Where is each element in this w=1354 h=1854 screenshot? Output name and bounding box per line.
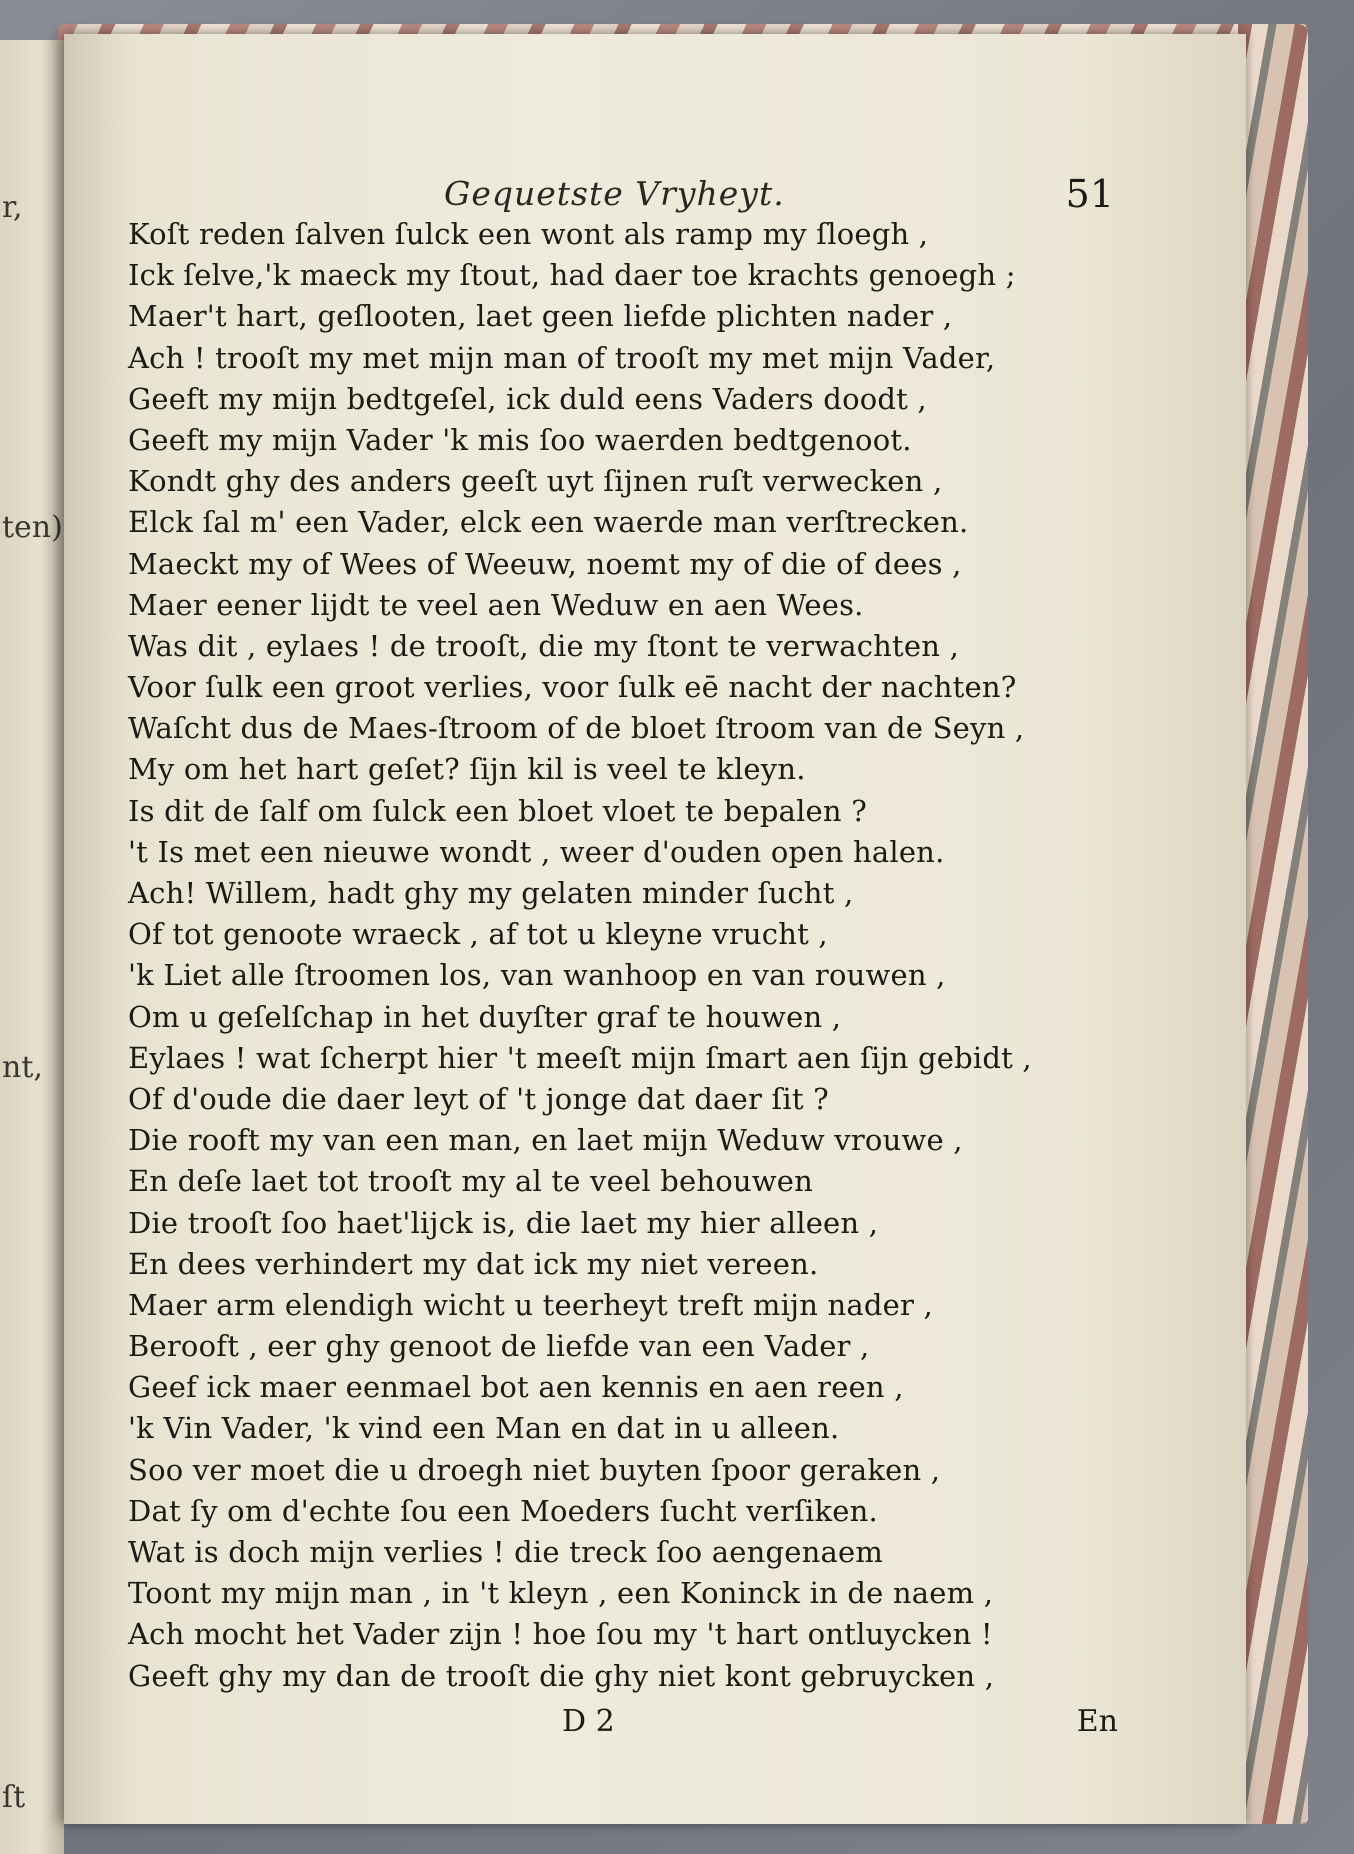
poem-line: Maer't hart, geſlooten, laet geen liefde plichten nader , <box>128 299 953 334</box>
book-page <box>64 34 1246 1824</box>
signature-mark: D 2 <box>562 1704 615 1739</box>
poem-line: Maer eener lijdt te veel aen Weduw en aen Wees. <box>128 587 864 622</box>
poem-line: Ick ſelve,'k maeck my ſtout, had daer toe krachts genoegh ; <box>128 258 1016 293</box>
poem-line: Kondt ghy des anders geeſt uyt ſijnen ruſt verwecken , <box>128 464 943 499</box>
poem-line: Geeft ghy my dan de trooſt die ghy niet kont gebruycken , <box>128 1658 995 1693</box>
poem-line: Die trooſt ſoo haet'lijck is, die laet my hier alleen , <box>128 1205 879 1240</box>
poem-line: Ach ! trooſt my met mijn man of trooſt my met mijn Vader, <box>128 340 996 375</box>
poem-line: Waſcht dus de Maes-ſtroom of de bloet ſtroom van de Seyn , <box>128 711 1025 746</box>
poem-line: Elck ſal m' een Vader, elck een waerde man verſtrecken. <box>128 505 969 540</box>
poem-line: 't Is met een nieuwe wondt , weer d'ouden open halen. <box>128 834 945 869</box>
previous-page-fragment: ten) <box>2 510 63 545</box>
poem-line: Om u geſelſchap in het duyſter graf te houwen , <box>128 999 842 1034</box>
poem-line: Soo ver moet die u droegh niet buyten ſpoor geraken , <box>128 1452 941 1487</box>
poem-line: Geeft my mijn Vader 'k mis ſoo waerden bedtgenoot. <box>128 422 912 457</box>
poem-line: 'k Liet alle ſtroomen los, van wanhoop en van rouwen , <box>128 958 946 993</box>
poem-line: Was dit , eylaes ! de trooſt, die my ſtont te verwachten , <box>128 628 959 663</box>
poem-line: Die rooft my van een man, en laet mijn Weduw vrouwe , <box>128 1123 963 1158</box>
poem-line: Voor ſulk een groot verlies, voor ſulk eē nacht der nachten? <box>128 670 1017 705</box>
poem-line: Dat ſy om d'echte ſou een Moeders ſucht verſiken. <box>128 1493 878 1528</box>
catchword: En <box>1076 1704 1118 1739</box>
poem-line: Maer arm elendigh wicht u teerheyt treft mijn nader , <box>128 1287 933 1322</box>
poem-line: Ach! Willem, hadt ghy my gelaten minder ſucht , <box>128 876 854 910</box>
running-head: Gequetste Vryheyt. <box>444 174 785 213</box>
poem-line: Geeft my mijn bedtgeſel, ick duld eens Vaders doodt , <box>128 381 927 416</box>
poem-text <box>128 214 1188 1697</box>
page-number: 51 <box>1065 172 1114 216</box>
book-cover-edge <box>1238 24 1308 1824</box>
poem-line: Ach mocht het Vader zijn ! hoe ſou my 't hart ontluycken ! <box>128 1617 993 1652</box>
poem-line: Koſt reden ſalven ſulck een wont als ramp my ſloegh , <box>128 217 929 251</box>
poem-line: 'k Vin Vader, 'k vind een Man en dat in u alleen. <box>128 1411 840 1446</box>
poem-line: My om het hart geſet? ſijn kil is veel te kleyn. <box>128 752 806 787</box>
poem-line: Eylaes ! wat ſcherpt hier 't meeſt mijn ſmart aen ſijn gebidt , <box>128 1040 1032 1075</box>
poem-line: Toont my mijn man , in 't kleyn , een Koninck in de naem , <box>128 1576 994 1611</box>
previous-page-fragment: r, <box>2 190 23 225</box>
previous-page-fragment: ſt <box>2 1780 26 1815</box>
poem-line: Of d'oude die daer leyt of 't jonge dat daer ſit ? <box>128 1081 829 1116</box>
previous-page-edge <box>0 40 64 1854</box>
previous-page-fragment: nt, <box>2 1050 43 1085</box>
poem-line: En dees verhindert my dat ick my niet vereen. <box>128 1246 819 1281</box>
poem-line: Wat is doch mijn verlies ! die treck ſoo aengenaem <box>128 1535 884 1569</box>
poem-line: Maeckt my of Wees of Weeuw, noemt my of die of dees , <box>128 546 962 581</box>
poem-line: Of tot genoote wraeck , af tot u kleyne vrucht , <box>128 917 828 952</box>
poem-line: Is dit de ſalf om ſulck een bloet vloet te bepalen ? <box>128 793 867 828</box>
poem-line: En deſe laet tot trooſt my al te veel behouwen <box>128 1164 814 1199</box>
poem-line: Geef ick maer eenmael bot aen kennis en aen reen , <box>128 1370 904 1405</box>
poem-line: Berooft , eer ghy genoot de liefde van een Vader , <box>128 1329 870 1364</box>
